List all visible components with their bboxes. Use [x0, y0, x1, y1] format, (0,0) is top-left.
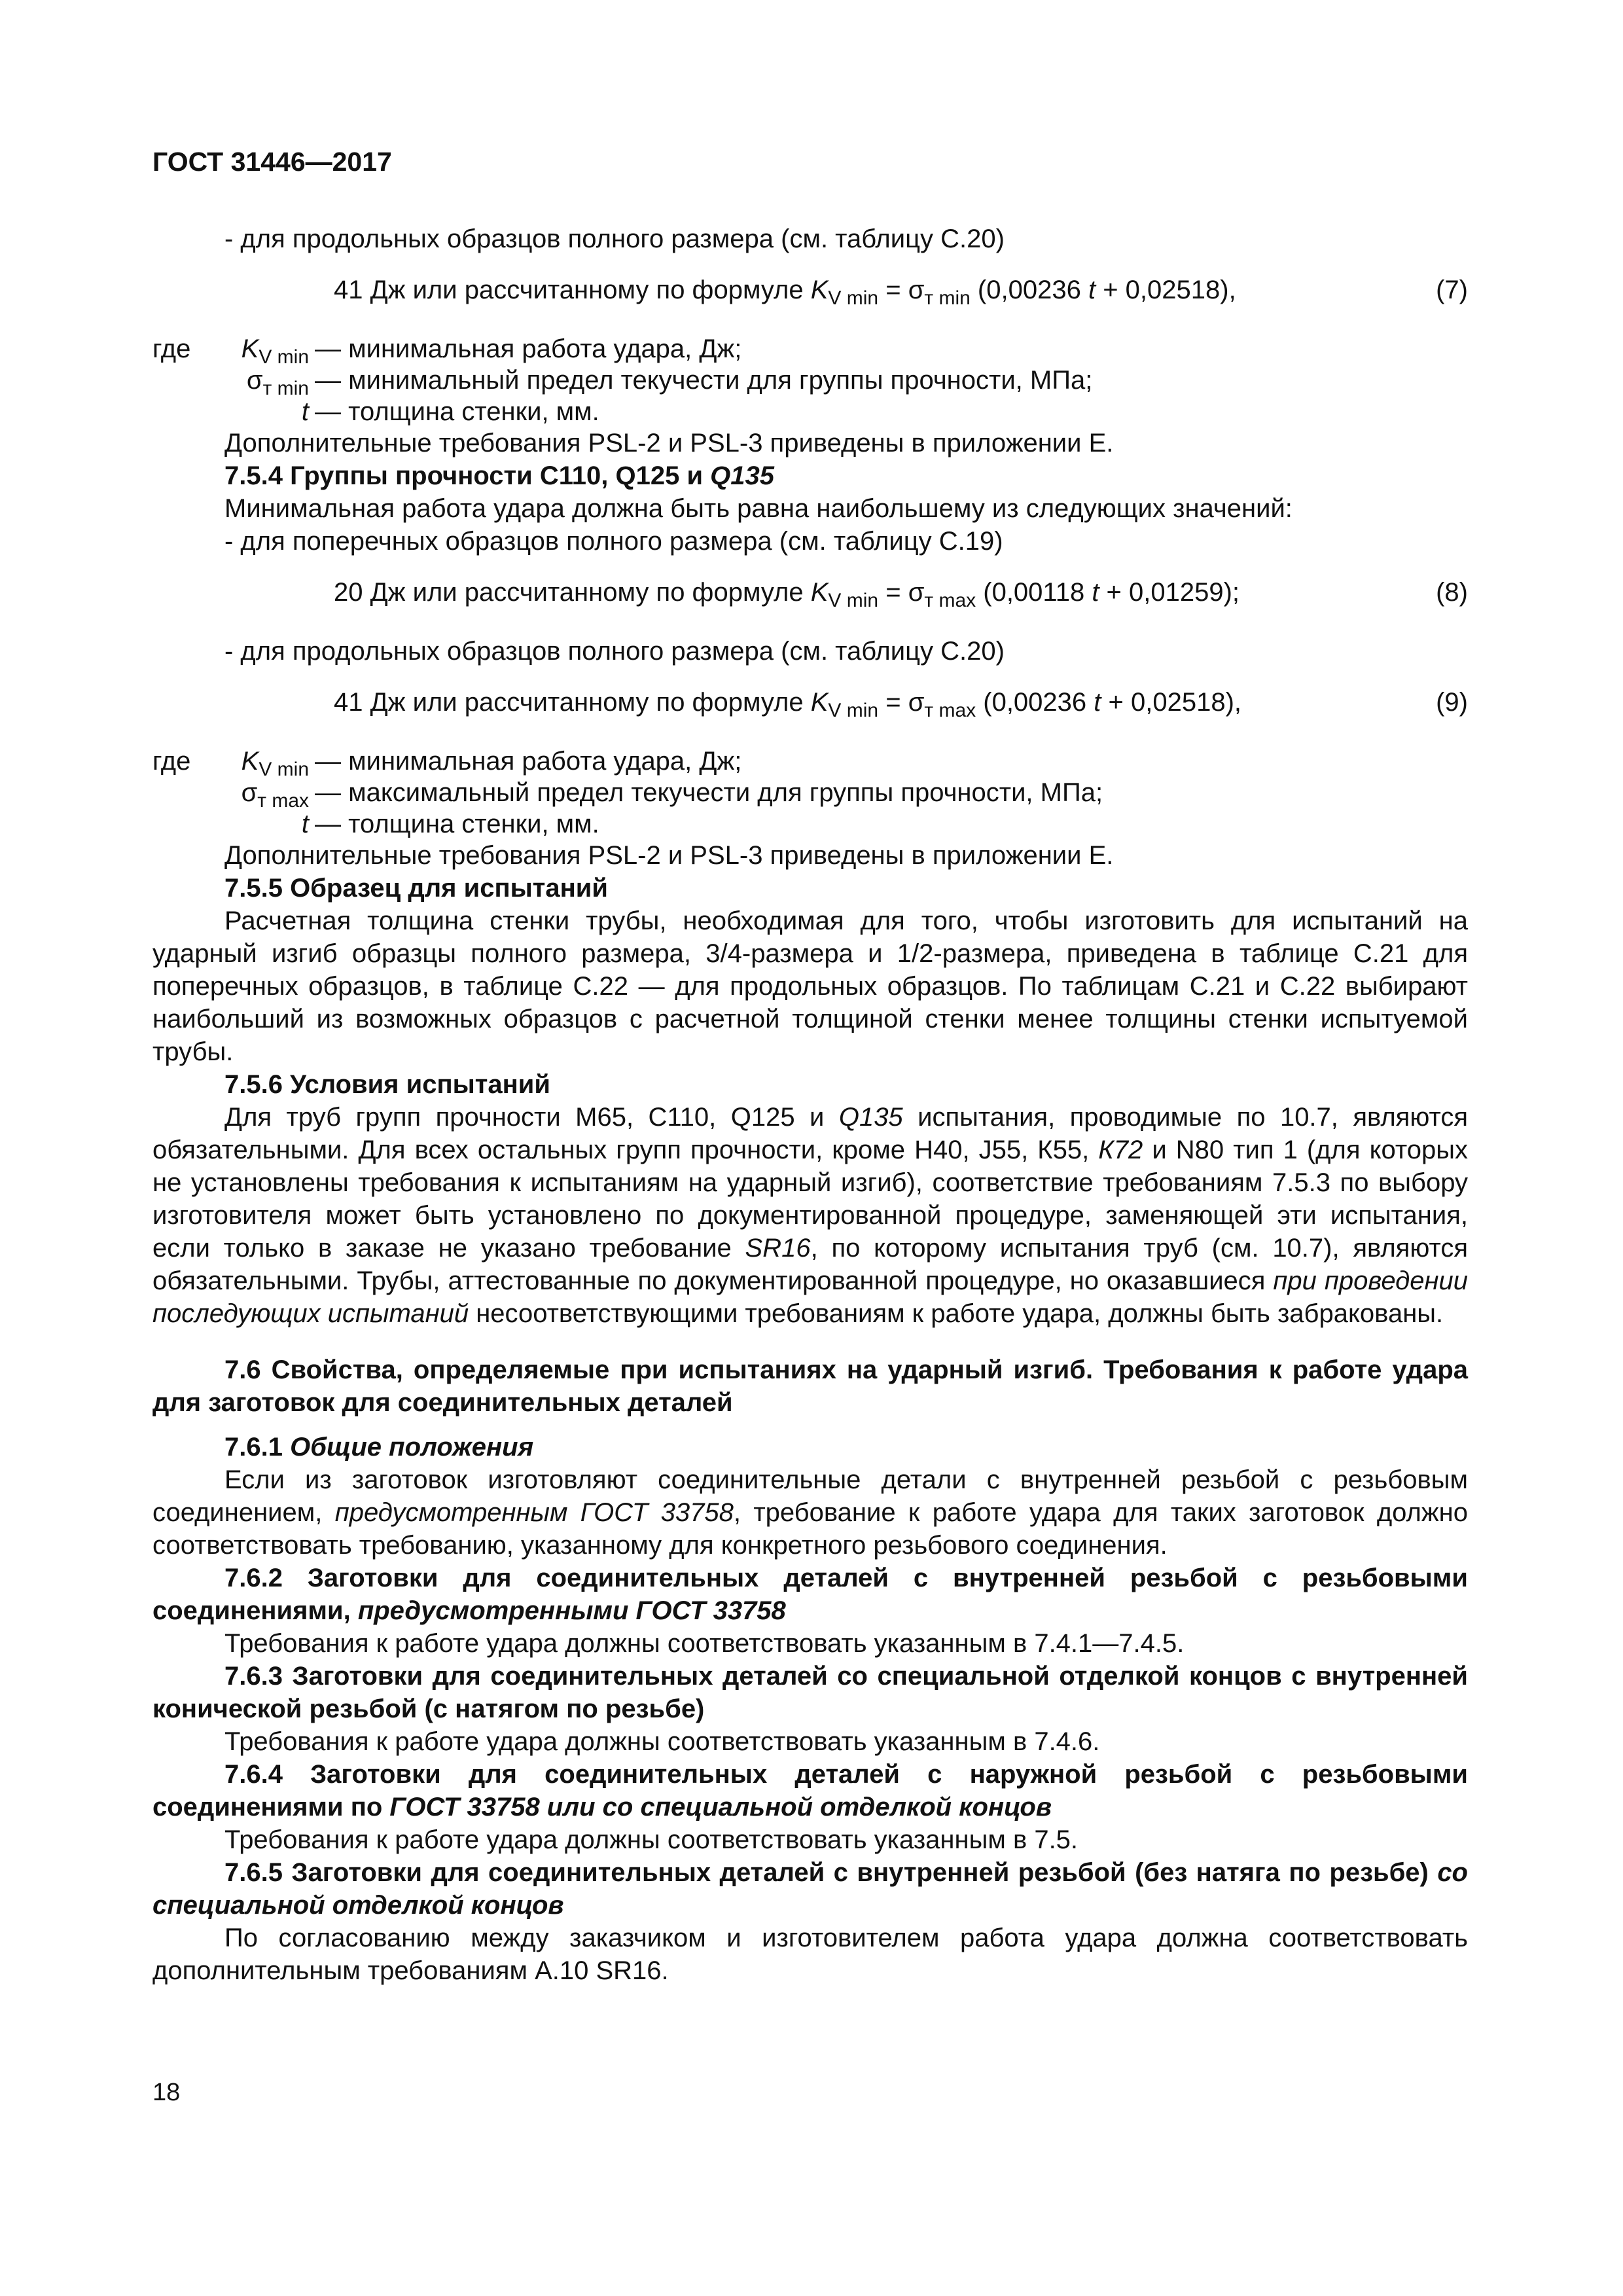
- section-heading: 7.6.3 Заготовки для соединительных деталей со специальной отделкой концов с внутренней конической резьбой (с натягом по резьбе): [152, 1662, 1468, 1723]
- definition-row: $\sigma_{т max}$ — максимальный предел текучести для группы прочности, МПа;: [241, 778, 1103, 812]
- formula-text: 20 Дж или рассчитанному по формуле $K_{V min} = \sigma_{т max}$ (0,00118 t + 0,01259);: [334, 578, 1240, 611]
- paragraph: Для труб групп прочности М65, С110, Q125 и Q135 испытания, проводимые по 10.7, являются обязательными. Для всех остальных групп прочности, кроме Н40, J55, К55, К72 и N80 тип 1 (для которых не установлены требования к испытаниям на ударный изгиб), соответствие требованиям 7.5.3 по выбору изготовителя может быть установлено по документированной процедуре, заменяющей эти испытания, если только в заказе не указано требование SR16, по которому испытания труб (см. 10.7), являются обязательными. Трубы, аттестованные по документированной процедуре, но оказавшиеся при проведении последующих испытаний несоответствующими требованиям к работе удара, должны быть забракованы.: [152, 1103, 1468, 1328]
- list-item: - для продольных образцов полного размера (см. таблицу С.20): [224, 224, 1005, 253]
- paragraph: Минимальная работа удара должна быть равна наибольшему из следующих значений:: [224, 494, 1293, 523]
- formula-text: 41 Дж или рассчитанному по формуле $K_{V min} = \sigma_{т max}$ (0,00236 t + 0,02518),: [334, 688, 1242, 721]
- section-heading: 7.6.1 Общие положения: [224, 1433, 534, 1462]
- paragraph: Требования к работе удара должны соответствовать указанным в 7.4.1—7.4.5.: [224, 1629, 1185, 1658]
- section-heading: 7.5.4 Группы прочности С110, Q125 и Q135: [224, 461, 775, 490]
- formula-9: [152, 686, 1468, 725]
- definition-row: t — толщина стенки, мм.: [301, 810, 599, 838]
- formula-7: [152, 274, 1468, 313]
- section-heading: 7.6.2 Заготовки для соединительных деталей с внутренней резьбой с резьбовыми соединениями, предусмотренными ГОСТ 33758: [152, 1564, 1468, 1625]
- paragraph: Если из заготовок изготовляют соединительные детали с внутренней резьбой с резьбовым соединением, предусмотренным ГОСТ 33758, требование к работе удара для таких заготовок должно соответствовать требованию, указанному для конкретного резьбового соединения.: [152, 1465, 1468, 1560]
- formula-text: 41 Дж или рассчитанному по формуле $K_{V min} = \sigma_{т min}$ (0,00236 t + 0,02518),: [334, 276, 1236, 309]
- paragraph: Расчетная толщина стенки трубы, необходимая для того, чтобы изготовить для испытаний на ударный изгиб образцы полного размера, 3/4-размера и 1/2-размера, приведена в таблице С.21 для поперечных образцов, в таблице С.22 — для продольных образцов. По таблицам С.21 и С.22 выбирают наибольший из возможных образцов с расчетной толщиной стенки менее толщины стенки испытуемой трубы.: [152, 906, 1468, 1066]
- list-item: - для поперечных образцов полного размера (см. таблицу С.19): [224, 527, 1003, 556]
- section-heading: 7.6.4 Заготовки для соединительных деталей с наружной резьбой с резьбовыми соединениями по ГОСТ 33758 или со специальной отделкой концов: [152, 1760, 1468, 1821]
- formula-8: [152, 576, 1468, 615]
- definition-row: t — толщина стенки, мм.: [301, 397, 599, 426]
- list-item: - для продольных образцов полного размера (см. таблицу С.20): [224, 637, 1005, 666]
- paragraph: Требования к работе удара должны соответствовать указанным в 7.4.6.: [224, 1727, 1100, 1756]
- section-heading: 7.6 Свойства, определяемые при испытаниях на ударный изгиб. Требования к работе удара для заготовок для соединительных деталей: [152, 1355, 1468, 1417]
- paragraph: По согласованию между заказчиком и изготовителем работа удара должна соответствовать дополнительным требованиям А.10 SR16.: [152, 1924, 1468, 1985]
- page-number: 18: [152, 2079, 181, 2106]
- section-heading: 7.5.6 Условия испытаний: [224, 1070, 550, 1099]
- section-heading: 7.5.5 Образец для испытаний: [224, 874, 608, 903]
- definition-row: где $K_{V min}$ — минимальная работа удара, Дж;: [152, 747, 742, 780]
- definition-row: $\sigma_{т min}$ — минимальный предел текучести для группы прочности, МПа;: [246, 366, 1093, 399]
- body-content: [152, 223, 1468, 1987]
- paragraph: Дополнительные требования PSL-2 и PSL-3 приведены в приложении Е.: [224, 841, 1114, 870]
- formula-number: (9): [1436, 688, 1468, 717]
- symbol-definitions: [152, 332, 1468, 427]
- paragraph: Требования к работе удара должны соответствовать указанным в 7.5.: [224, 1825, 1079, 1854]
- formula-number: (8): [1436, 578, 1468, 607]
- definition-row: где $K_{V min}$ — минимальная работа удара, Дж;: [152, 334, 742, 368]
- symbol-definitions: [152, 745, 1468, 839]
- paragraph: Дополнительные требования PSL-2 и PSL-3 приведены в приложении Е.: [224, 429, 1114, 457]
- formula-number: (7): [1436, 276, 1468, 304]
- section-heading: 7.6.5 Заготовки для соединительных деталей с внутренней резьбой (без натяга по резьбе) со специальной отделкой концов: [152, 1858, 1468, 1920]
- document-header: ГОСТ 31446—2017: [152, 147, 392, 177]
